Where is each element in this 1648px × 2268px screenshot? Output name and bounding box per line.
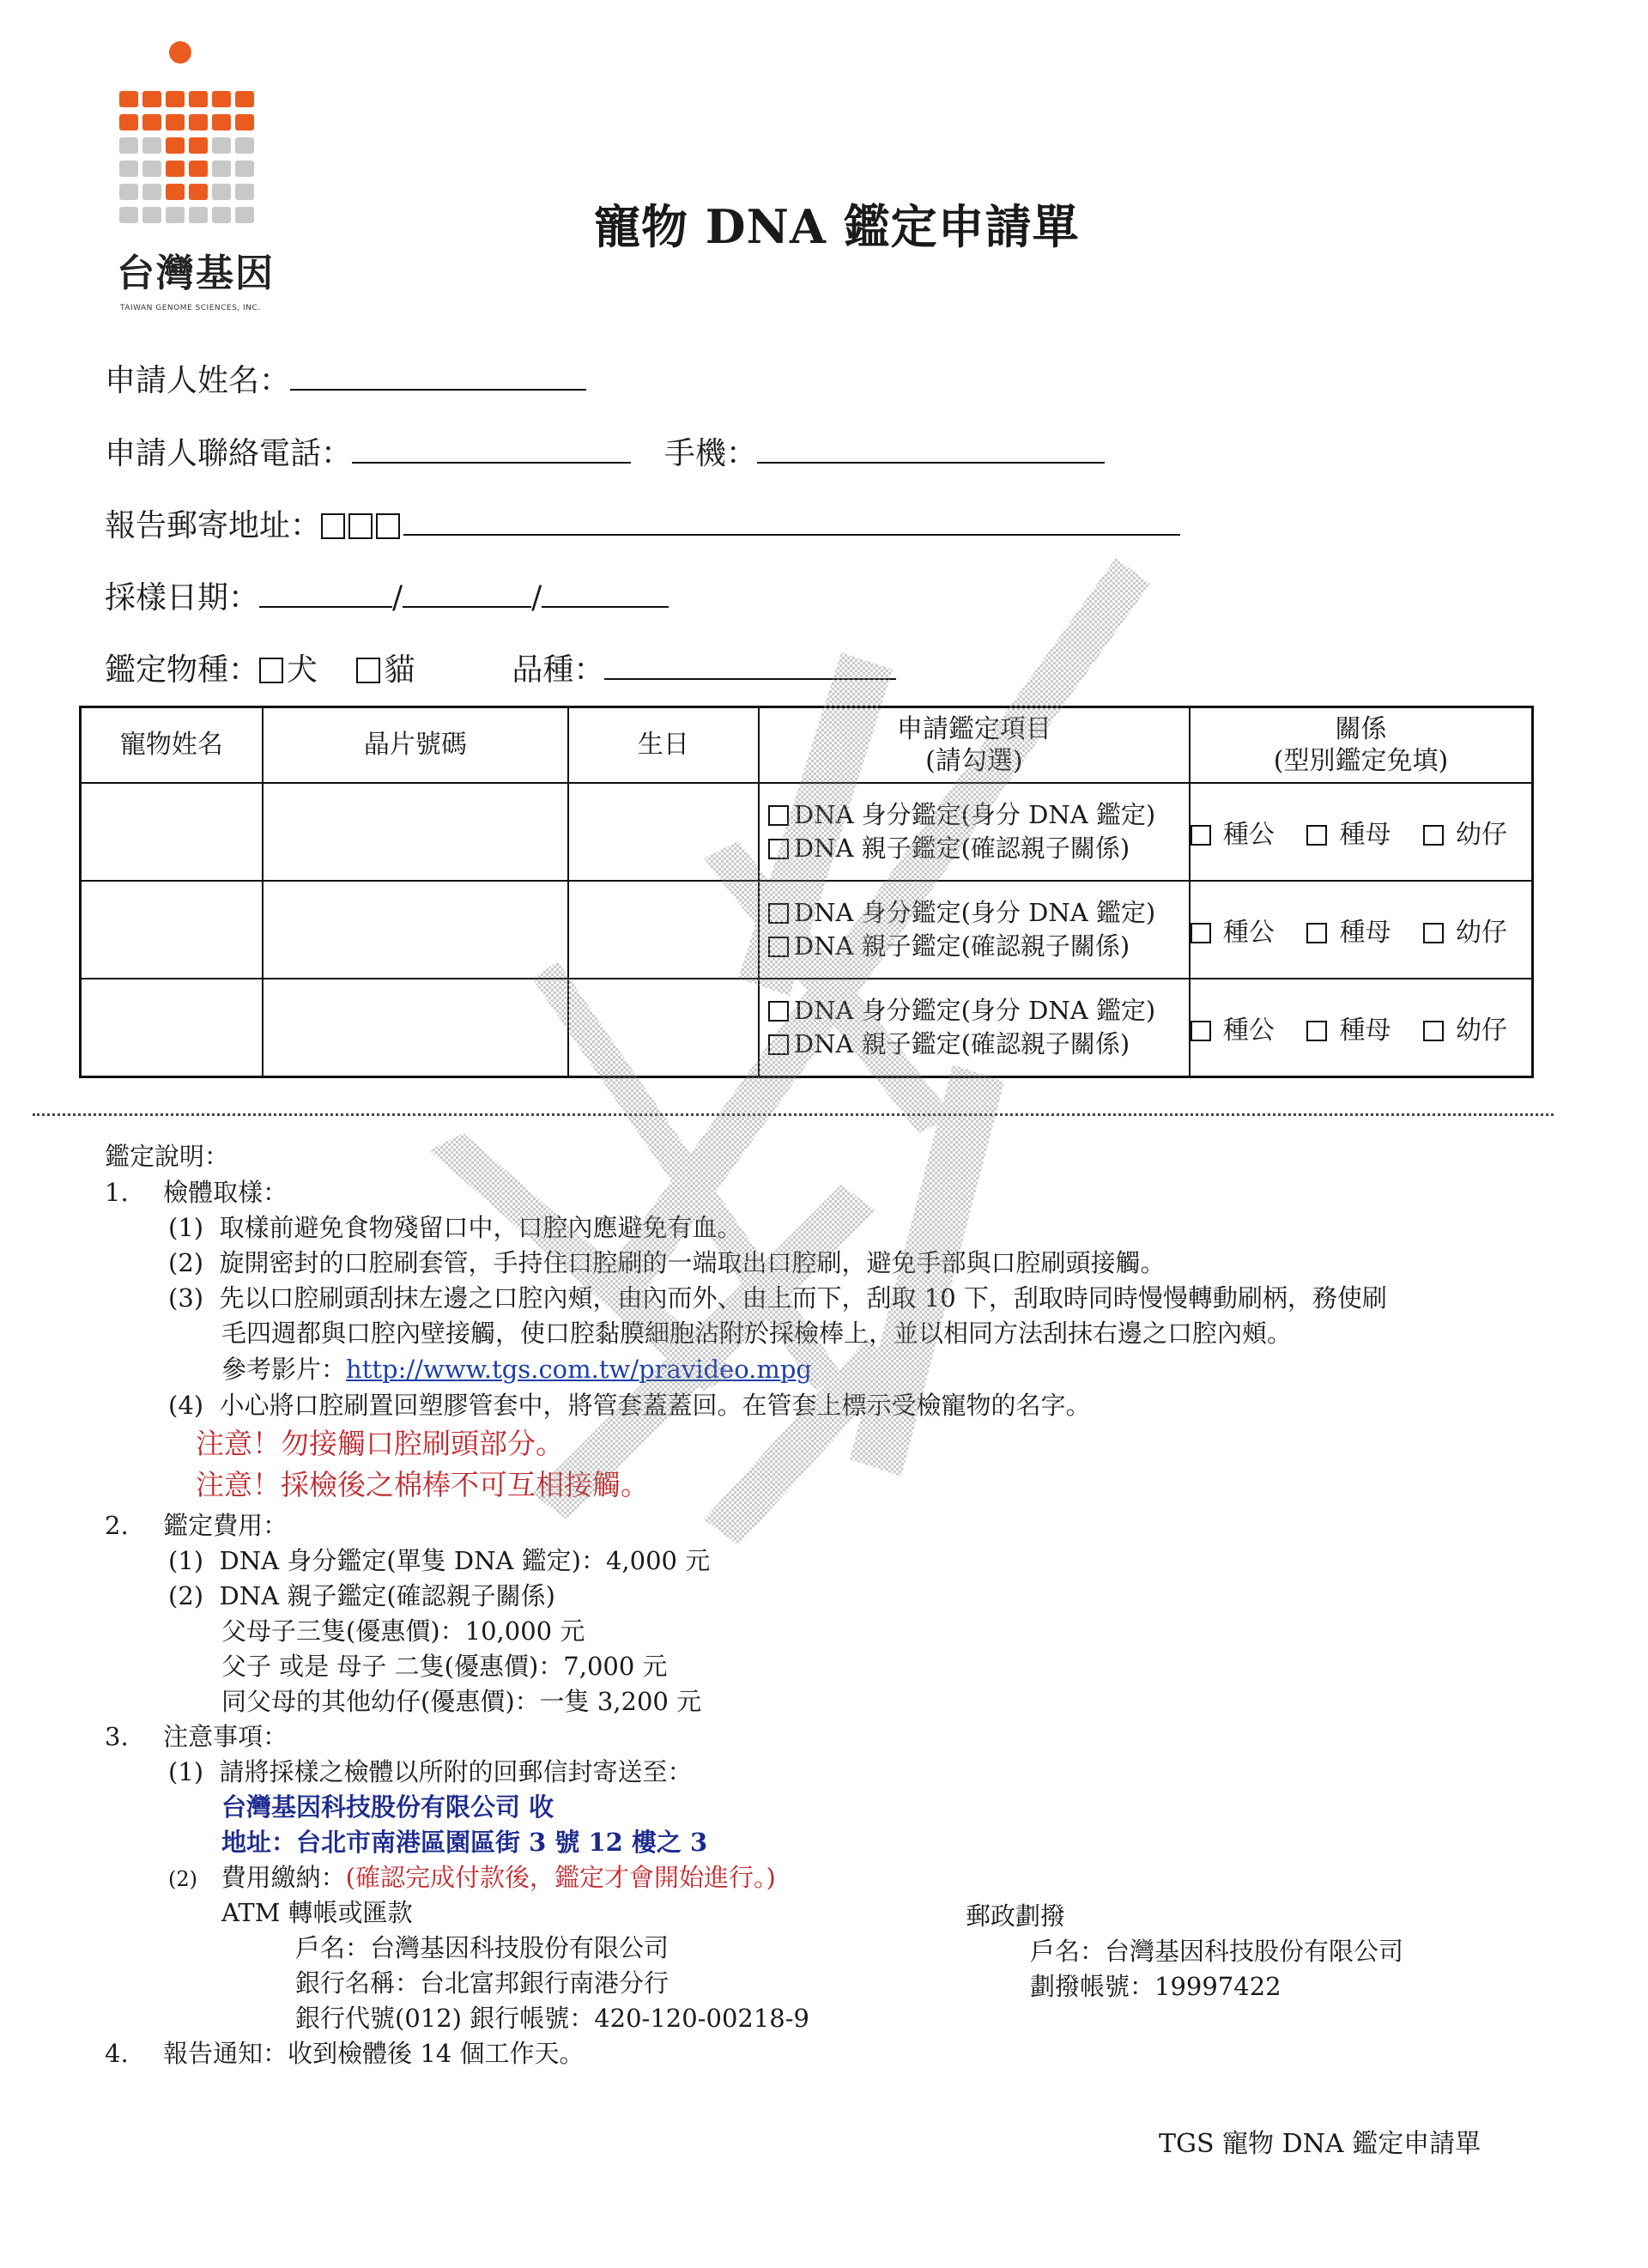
- identity-checkbox[interactable]: [768, 1001, 789, 1022]
- notice-number: (2): [168, 1867, 197, 1891]
- step-text: 旋開密封的口腔刷套管，手持住口腔刷的一端取出口腔刷，避免手部與口腔刷頭接觸。: [219, 1248, 1166, 1277]
- pet-name-cell[interactable]: [81, 783, 263, 881]
- logo-square: [119, 114, 138, 130]
- fee-item: [168, 1579, 555, 1613]
- fee-text: DNA 親子鑑定(確認親子關係): [219, 1581, 555, 1610]
- fee-number: (1): [168, 1546, 204, 1575]
- sampling-date-label: 採樣日期：: [105, 580, 260, 616]
- header-items-note: (請勾選): [925, 746, 1023, 776]
- logo-square: [189, 184, 208, 200]
- section-1-heading: [105, 1175, 288, 1210]
- logo-square: [142, 114, 161, 130]
- date-separator: /: [392, 580, 403, 616]
- mail-recipient: 台灣基因科技股份有限公司 收: [221, 1792, 554, 1822]
- logo-square: [166, 137, 185, 154]
- rel-young-label: 幼仔: [1456, 1016, 1507, 1046]
- footer-label: TGS 寵物 DNA 鑑定申請單: [1159, 2129, 1481, 2159]
- brand-name: 台灣基因: [117, 252, 275, 295]
- fee-item: [168, 1543, 710, 1578]
- item-identity-label: DNA 身分鑑定(身分 DNA 鑑定): [793, 995, 1156, 1025]
- sampling-step: [168, 1210, 742, 1245]
- logo-square: [212, 184, 231, 200]
- rel-dam-label: 種母: [1339, 918, 1391, 948]
- logo-square: [142, 137, 161, 154]
- section-4: [105, 2036, 584, 2071]
- rel-young-label: 幼仔: [1456, 820, 1507, 850]
- notice-item: [168, 1860, 776, 1896]
- rel-dam-label: 種母: [1339, 820, 1391, 850]
- mobile-label: 手機：: [663, 436, 757, 471]
- logo-square: [119, 184, 138, 200]
- section-1-title: 檢體取樣：: [163, 1178, 288, 1207]
- section-3-number: 3.: [105, 1722, 129, 1751]
- page-title: 寵物 DNA 鑑定申請單: [594, 199, 1080, 254]
- chip-number-cell[interactable]: [263, 979, 568, 1077]
- warning-text: 注意！勿接觸口腔刷頭部分。: [196, 1427, 564, 1460]
- breed-label: 品種：: [512, 652, 605, 688]
- logo-square: [189, 114, 208, 130]
- warning-text: 注意！採檢後之棉棒不可互相接觸。: [196, 1468, 649, 1501]
- logo-dot-icon: [169, 41, 191, 64]
- postal-account-name: 戶名：台灣基因科技股份有限公司: [1030, 1937, 1404, 1966]
- sire-checkbox[interactable]: [1191, 825, 1211, 846]
- logo-square: [166, 161, 185, 177]
- step-number: (4): [168, 1391, 204, 1420]
- zip-box[interactable]: [376, 513, 400, 539]
- cat-checkbox[interactable]: [356, 658, 380, 683]
- logo-square: [142, 161, 161, 177]
- rel-sire-label: 種公: [1222, 1016, 1275, 1046]
- logo-square: [119, 207, 138, 223]
- logo-square: [142, 207, 161, 223]
- notice-text: 請將採樣之檢體以所附的回郵信封寄送至：: [219, 1757, 693, 1786]
- step-text: 取樣前避免食物殘留口中，口腔內應避免有血。: [219, 1213, 742, 1242]
- item-identity-label: DNA 身分鑑定(身分 DNA 鑑定): [793, 799, 1156, 829]
- section-2-heading: [105, 1508, 288, 1543]
- address-label: 報告郵寄地址：: [105, 508, 322, 543]
- applicant-name-row: [105, 356, 586, 400]
- logo-square: [235, 207, 254, 223]
- mail-address: 地址：台北市南港區園區街 3 號 12 樓之 3: [221, 1828, 708, 1857]
- pet-name-cell[interactable]: [81, 881, 263, 979]
- logo-square: [166, 91, 185, 107]
- chip-number-cell[interactable]: [263, 881, 568, 979]
- phone-input[interactable]: [352, 436, 631, 464]
- date-month-input[interactable]: [403, 580, 531, 608]
- atm-account-number: 銀行代號(012) 銀行帳號：420-120-00218-9: [295, 2004, 810, 2033]
- brand-name-en: TAIWAN GENOME SCIENCES, INC.: [120, 304, 261, 312]
- step-text: 小心將口腔刷置回塑膠管套中，將管套蓋蓋回。在管套上標示受檢寵物的名字。: [219, 1391, 1091, 1420]
- fee-number: (2): [168, 1581, 204, 1610]
- logo-square: [189, 91, 208, 107]
- logo-square: [212, 137, 231, 154]
- date-year-input[interactable]: [259, 580, 392, 608]
- relation-cell: [1190, 783, 1533, 881]
- chip-number-cell[interactable]: [263, 783, 568, 881]
- header-relation-note: (型別鑑定免填): [1273, 746, 1449, 776]
- logo-square: [119, 137, 138, 154]
- birthday-cell[interactable]: [568, 979, 759, 1077]
- header-chip-number: 晶片號碼: [263, 707, 568, 784]
- logo-square: [189, 161, 208, 177]
- date-separator: /: [531, 580, 542, 616]
- pet-name-cell[interactable]: [81, 979, 263, 1077]
- sire-checkbox[interactable]: [1191, 1021, 1211, 1041]
- zip-box[interactable]: [321, 513, 345, 539]
- table-row: [81, 783, 1533, 881]
- logo-square: [166, 207, 185, 223]
- dam-checkbox[interactable]: [1306, 1021, 1327, 1041]
- sampling-date-row: [105, 573, 669, 617]
- video-reference: [221, 1352, 812, 1386]
- video-label: 參考影片：: [221, 1355, 347, 1384]
- section-2-title: 鑑定費用：: [163, 1511, 288, 1540]
- payment-label: 費用繳納：: [221, 1863, 346, 1892]
- item-paternity-label: DNA 親子鑑定(確認親子關係): [793, 834, 1130, 863]
- items-cell: [759, 979, 1190, 1077]
- applicant-name-label: 申請人姓名：: [105, 363, 291, 398]
- fee-subitem: 同父母的其他幼仔(優惠價)：一隻 3,200 元: [221, 1687, 702, 1716]
- sampling-step-continued: 毛四週都與口腔內壁接觸，使口腔黏膜細胞沾附於採檢棒上，並以相同方法刮抹右邊之口腔內頰。: [221, 1319, 1293, 1348]
- relation-cell: [1190, 979, 1533, 1077]
- logo-square: [142, 184, 161, 200]
- header-pet-name: 寵物姓名: [81, 707, 263, 784]
- fee-subitem: 父子 或是 母子 二隻(優惠價)：7,000 元: [221, 1652, 668, 1681]
- dam-checkbox[interactable]: [1306, 923, 1327, 943]
- payment-warning: (確認完成付款後，鑑定才會開始進行。): [345, 1863, 776, 1892]
- address-row: [105, 501, 1180, 545]
- header-items-title: 申請鑑定項目: [896, 713, 1051, 744]
- logo-square: [235, 114, 254, 130]
- rel-sire-label: 種公: [1222, 918, 1275, 948]
- paternity-checkbox[interactable]: [768, 937, 789, 957]
- rel-dam-label: 種母: [1339, 1016, 1391, 1046]
- table-row: [81, 979, 1533, 1077]
- young-checkbox[interactable]: [1423, 1021, 1444, 1041]
- items-cell: [759, 881, 1190, 979]
- mobile-input[interactable]: [757, 436, 1105, 464]
- young-checkbox[interactable]: [1423, 923, 1444, 943]
- step-number: (3): [168, 1283, 204, 1313]
- fee-subitem: 父母子三隻(優惠價)：10,000 元: [221, 1616, 585, 1646]
- table-row: [81, 881, 1533, 979]
- birthday-cell[interactable]: [568, 783, 759, 881]
- logo-square: [235, 137, 254, 154]
- rel-sire-label: 種公: [1222, 820, 1275, 850]
- paternity-checkbox[interactable]: [768, 839, 789, 859]
- birthday-cell[interactable]: [568, 881, 759, 979]
- breed-input[interactable]: [604, 652, 896, 680]
- atm-title: ATM 轉帳或匯款: [221, 1898, 413, 1927]
- species-row: [105, 646, 896, 689]
- logo-square: [212, 114, 231, 130]
- cat-label: 貓: [384, 652, 415, 688]
- sampling-step: [168, 1388, 1091, 1422]
- logo-square: [142, 91, 161, 107]
- step-number: (1): [168, 1213, 204, 1242]
- logo-square: [166, 114, 185, 130]
- address-input[interactable]: [403, 508, 1180, 536]
- section-4-number: 4.: [105, 2039, 129, 2068]
- applicant-name-input[interactable]: [290, 363, 586, 391]
- logo-square: [189, 137, 208, 154]
- section-1-number: 1.: [105, 1178, 129, 1207]
- item-paternity-label: DNA 親子鑑定(確認親子關係): [793, 1029, 1130, 1058]
- item-paternity-label: DNA 親子鑑定(確認親子關係): [793, 931, 1130, 961]
- logo-square: [119, 91, 138, 107]
- header-relation-title: 關係: [1335, 713, 1387, 744]
- logo-square: [166, 184, 185, 200]
- item-identity-label: DNA 身分鑑定(身分 DNA 鑑定): [793, 897, 1156, 927]
- atm-bank-name: 銀行名稱：台北富邦銀行南港分行: [295, 1968, 670, 1998]
- dotted-divider: [33, 1113, 1554, 1116]
- postal-title: 郵政劃撥: [966, 1901, 1066, 1931]
- video-link[interactable]: http://www.tgs.com.tw/pravideo.mpg: [346, 1355, 813, 1384]
- notes-heading: 鑑定說明：: [105, 1142, 230, 1171]
- header-relation: [1190, 707, 1533, 784]
- young-checkbox[interactable]: [1423, 825, 1444, 846]
- phone-label: 申請人聯絡電話：: [105, 436, 353, 471]
- rel-young-label: 幼仔: [1456, 918, 1507, 948]
- paternity-checkbox[interactable]: [768, 1034, 789, 1055]
- section-3-heading: [105, 1719, 288, 1754]
- species-label: 鑑定物種：: [105, 652, 260, 688]
- postal-account-number: 劃撥帳號：19997422: [1030, 1972, 1281, 2001]
- section-4-text: 報告通知：收到檢體後 14 個工作天。: [163, 2039, 585, 2068]
- logo-square: [212, 91, 231, 107]
- phone-row: [105, 429, 1105, 473]
- sire-checkbox[interactable]: [1191, 923, 1211, 943]
- logo-square: [235, 91, 254, 107]
- step-text: 先以口腔刷頭刮抹左邊之口腔內頰，由內而外、由上而下，刮取 10 下，刮取時同時慢慢轉動刷柄，務使刷: [219, 1283, 1387, 1313]
- pet-table: [79, 706, 1534, 1078]
- logo-square: [212, 207, 231, 223]
- zip-box[interactable]: [348, 513, 373, 539]
- notice-number: (1): [168, 1757, 204, 1786]
- logo-square: [119, 161, 138, 177]
- logo-square: [212, 161, 231, 177]
- sampling-step: [168, 1281, 1387, 1315]
- identity-checkbox[interactable]: [768, 903, 789, 924]
- logo-square: [189, 207, 208, 223]
- items-cell: [759, 783, 1190, 881]
- sampling-step: [168, 1246, 1166, 1280]
- atm-account-name: 戶名：台灣基因科技股份有限公司: [295, 1933, 670, 1962]
- dam-checkbox[interactable]: [1306, 825, 1327, 846]
- header-items: [759, 707, 1190, 784]
- fee-text: DNA 身分鑑定(單隻 DNA 鑑定)：4,000 元: [219, 1546, 711, 1575]
- section-2-number: 2.: [105, 1511, 129, 1540]
- dog-checkbox[interactable]: [259, 658, 283, 683]
- table-header-row: [81, 707, 1533, 784]
- header-birthday: 生日: [568, 707, 759, 784]
- notice-item: [168, 1755, 693, 1789]
- logo-square: [235, 161, 254, 177]
- section-3-title: 注意事項：: [163, 1722, 288, 1751]
- identity-checkbox[interactable]: [768, 805, 789, 826]
- dog-label: 犬: [287, 652, 318, 688]
- date-day-input[interactable]: [542, 580, 669, 608]
- logo-square: [235, 184, 254, 200]
- relation-cell: [1190, 881, 1533, 979]
- step-number: (2): [168, 1248, 204, 1277]
